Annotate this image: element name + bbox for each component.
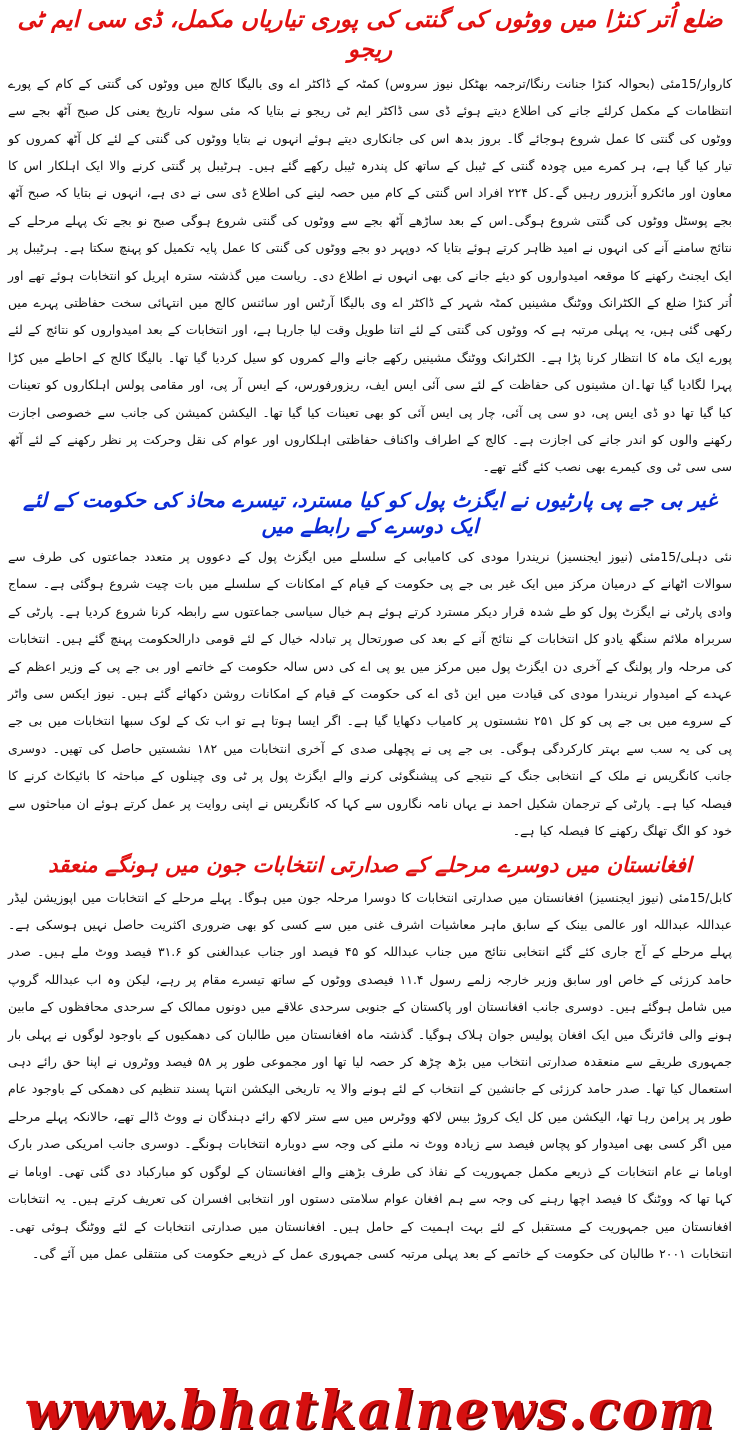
website-link[interactable]: www.bhatkalnews.com [24, 1379, 716, 1441]
article-headline: ضلع اُتر کنڑا میں ووٹوں کی گنتی کی پوری تیاریاں مکمل، ڈی سی ایم ٹی ریجو [17, 7, 723, 63]
footer [0, 1370, 740, 1450]
article-body: کابل/15مئی (نیوز ایجنسیز) افغانستان میں صدارتی انتخابات کا دوسرا مرحلہ جون میں ہوگا۔ پہلے مرحلے کے انتخابات میں اپوزیشن لیڈر عبداللہ عبداللہ اور عالمی بینک کے سابق ماہر معاشیات اشرف غنی میں سے کسی کو بھی ضروری اکثریت حاصل نہیں ہوسکی ہے۔ پہلے مرحلے کے آج جاری کئے گئے انتخابی نتائج میں جناب عبداللہ کو ۴۵ فیصد اور جناب عبدالغنی کو ۳۱.۶ فیصد ووٹ ملے ہیں۔ صدر حامد کرزئی کے خاص اور سابق وزیر خارجہ زلمے رسول ۱۱.۴ فیصدی ووٹوں کے ساتھ تیسرے مقام پر رہے، لیکن وہ اب عبداللہ گروپ میں شامل ہوگئے ہیں۔ دوسری جانب افغانستان اور پاکستان کے جنوبی سرحدی علاقے میں دونوں ممالک کے سرحدی محافظوں کے مابین ہونے والی فائرنگ میں ایک افغان پولیس جوان ہلاک ہوگیا۔ گذشتہ ماہ افغانستان میں طالبان کی دھمکیوں کے باوجود لوگوں نے پہلی بار جمہوری طریقے سے منعقدہ صدارتی انتخاب میں بڑھ چڑھ کر حصہ لیا تھا اور مجموعی طور پر ۵۸ فیصد ووٹروں نے اپنا حق رائے دہی استعمال کیا تھا۔ صدر حامد کرزئی کے جانشین کے انتخاب کے لئے ہونے والا یہ تاریخی الیکشن انتہا پسند تنظیم کی دھمکی کے باوجود عام طور پر پرامن رہا تھا، الیکشن میں کل ایک کروڑ بیس لاکھ ووٹرس میں سے ستر لاکھ رائے دہندگان نے ووٹ ڈالے تھے، حالانکہ پہلے مرحلے میں اگر کسی بھی امیدوار کو پچاس فیصد سے زیادہ ووٹ نہ ملنے کی وجہ سے دوبارہ انتخابات ہونگے۔ دوسری جانب امریکی صدر بارک اوباما نے عام انتخابات کے ذریعے مکمل جمہوریت کے نفاذ کی طرف بڑھنے والے افغانستان کے لوگوں کو مبارکباد دی گئی تھی۔ اوباما نے کہا تھا کہ ووٹنگ کا فیصد اچھا رہنے کی وجہ سے ہم افغان عوام سلامتی دستوں اور انتخابی افسران کی تعریف کرتے ہیں۔ یہ انتخابات افغانستان میں جمہوریت کے مستقبل کے لئے بہت اہمیت کے حامل ہیں۔ افغانستان میں صدارتی انتخابات کے لئے ووٹنگ ہوئی تھی۔ انتخابات ۲۰۰۱ طالبان کی حکومت کے خاتمے کے بعد پہلی مرتبہ کسی جمہوری عمل کے ذریعے حکومت کی منتقلی عمل میں آئے گی۔ [8, 889, 733, 1261]
article-body: نئی دہلی/15مئی (نیوز ایجنسیز) نریندرا مودی کی کامیابی کے سلسلے میں ایگزٹ پول کے دعووں پر متعدد جماعتوں کی طرف سے سوالات اٹھانے کے درمیان مرکز میں ایک غیر بی جے پی حکومت کے قیام کے امکانات کے سلسلے میں بات چیت شروع ہوگئی ہے۔ سماج وادی پارٹی نے ایگزٹ پول کو طے شدہ قرار دیکر مسترد کرتے ہوئے ہم خیال سیاسی جماعتوں سے رابطہ کرنا شروع کردیا ہے۔ پارٹی کے سربراہ ملائم سنگھ یادو کل انتخابات کے نتائج آنے کے بعد کی صورتحال پر تبادلہ خیال کے لئے قومی دارالحکومت پہنچ گئے ہیں۔ انتخابات کی مرحلہ وار پولنگ کے آخری دن ایگزٹ پول میں مرکز میں یو پی اے کی دس سالہ حکومت کے خاتمے اور بی جے پی کے وزیر اعظم کے عہدے کے امیدوار نریندرا مودی کی قیادت میں این ڈی اے کی حکومت کے قیام کے امکانات روشن دکھائے گئے ہیں۔ نیوز ایکس سی واٹر کے سروے میں بی جے پی کو کل ۲۵۱ نشستوں پر کامیاب دکھایا گیا ہے۔ اگر ایسا ہوتا ہے تو اب تک کے لوک سبھا انتخابات میں بی جے پی کی یہ سب سے بہتر کارکردگی ہوگی۔ بی جے پی نے پچھلی صدی کے آخری انتخابات میں ۱۸۲ نشستیں حاصل کی تھیں۔ دوسری جانب کانگریس نے ملک کے انتخابی جنگ کے نتیجے کی پیشنگوئی کرنے والے ایگزٹ پول پر ٹی وی چینلوں کے مباحثہ کا بائیکاٹ کرنے کا فیصلہ کیا ہے۔ پارٹی کے ترجمان شکیل احمد نے یہاں نامہ نگاروں سے کہا کہ کانگریس نے اپنی روایت پر عمل کرتے ہوئے ان مباحثوں سے خود کو الگ تھلگ رکھنے کا فیصلہ کیا ہے۔ [8, 548, 732, 838]
article-afghanistan [6, 844, 734, 1267]
article-exit-poll [6, 481, 734, 844]
article-uttar-kannada [6, 4, 734, 481]
article-headline: افغانستان میں دوسرے مرحلے کے صدارتی انتخابات جون میں ہونگے منعقد [48, 853, 692, 878]
article-body: کاروار/15مئی (بحوالہ کنڑا جنانت رنگا/ترجمہ بھٹکل نیوز سروس) کمٹہ کے ڈاکٹر اے وی بالیگا کالج میں ووٹوں کی گنتی کے کام کے پورے انتظامات کے مکمل کرلئے جانے کی اطلاع دیتے ہوئے ڈی سی ڈاکٹر ایم ٹی ریجو نے بتایا کہ مئی سولہ تاریخ یعنی کل صبح آٹھ بجے سے ووٹوں کی گنتی کا عمل شروع ہوجائے گا۔ بروز بدھ اس کی جانکاری دیتے ہوئے انہوں نے بتایا ووٹوں کی گنتی کے لئے کل آٹھ کمروں کو تیار کیا گیا ہے، ہر کمرے میں چودہ گنتی کے ٹیبل کے ساتھ کل پندرہ ٹیبل رکھے گئے ہیں۔ ہرٹیبل پر گنتی کرنے والا ایک اہلکار اس کا معاون اور مائکرو آبزرور رہیں گے۔کل ۲۲۴ افراد اس گنتی کے کام میں حصہ لینے کی اطلاع ڈی سی نے دی ہے، انہوں نے بتایا کہ صبح آٹھ بجے پوسٹل ووٹوں کی گنتی شروع ہوگی۔اس کے بعد ساڑھے آٹھ بجے سے ووٹوں کی گنتی شروع ہوگی صبح نو بجے تک پہلے مرحلے کے نتائج سامنے آنے کی انہوں نے امید ظاہر کرتے ہوئے بتایا کہ دوپہر دو بجے ووٹوں کی گنتی کا عمل پایہ تکمیل کو پہنچ سکتا ہے۔ ہرٹیبل پر ایک ایجنٹ رکھنے کا موقعہ امیدواروں کو دیئے جانے کی بھی انہوں نے اطلاع دی۔ ریاست میں گذشتہ سترہ اپریل کو انتخابات ہوئے تھے اور اُتر کنڑا ضلع کے الکٹرانک ووٹنگ مشینیں کمٹہ شہر کے ڈاکٹر اے وی بالیگا آرٹس اور سائنس کالج میں انتہائی سخت حفاظتی پہرے میں رکھی گئی ہیں، یہ پہلی مرتبہ ہے کہ ووٹوں کی گنتی کے لئے اتنا طویل وقت لیا جارہا ہے، اور انتخابات کے بعد امیدواروں کو نتائج کے لئے پورے ایک ماہ کا انتظار کرنا پڑا ہے۔ الکٹرانک ووٹنگ مشینیں رکھے جانے والے کمروں کو سیل کردیا گیا تھا۔ بالیگا کالج کے احاطے میں کڑا پہرا لگادیا گیا تھا۔ان مشینوں کی حفاظت کے لئے سی آئی ایس ایف، ریزورفورس، کے ایس آر پی، اور مقامی پولس اہلکاروں کو تعینات کیا گیا تھا دو ڈی ایس پی، دو سی پی آئی، چار پی ایس آئی کو بھی تعینات کیا گیا تھا۔ الیکشن کمیشن کی جانب سے خصوصی اجازت رکھنے والوں کو اندر جانے کی اجازت ہے۔ کالج کے اطراف واکناف حفاظتی اہلکاروں اور عوام کی نقل وحرکت پر نظر رکھنے کے لئے آٹھ سی سی ٹی وی کیمرے بھی نصب کئے گئے تھے۔ [8, 75, 732, 475]
article-headline: غیر بی جے پی پارٹیوں نے ایگزٹ پول کو کیا مسترد، تیسرے محاذ کی حکومت کے لئے ایک دوسرے کے رابطے میں [23, 487, 717, 538]
